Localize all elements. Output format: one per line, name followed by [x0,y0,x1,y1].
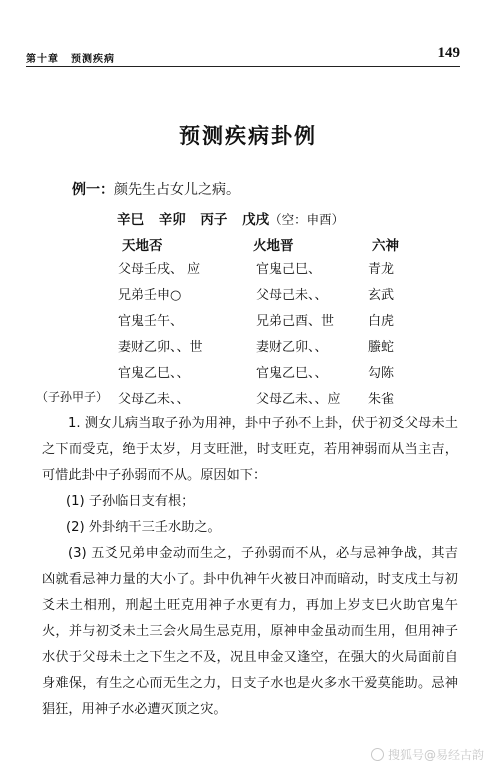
section-title: 预测疾病卦例 [179,124,317,148]
watermark-text: 搜狐号@易经古韵 [387,748,484,762]
gua-fushen: （子孙甲子） [36,390,109,404]
gua-bian-yao: 妻财乙卯、、 [256,340,328,355]
gua-bian-yao: 父母乙未、、应 [256,392,341,407]
gua-header-bian: 火地晋 [253,238,294,254]
gua-row [0,310,496,332]
gua-ben-yao: 官鬼壬午、 [118,314,184,329]
gua-row [0,336,496,358]
body-list-item: (1) 子孙临日支有根； [66,494,195,509]
watermark-icon [371,748,384,761]
example-label: 例一： [72,182,114,198]
gua-header-liushen: 六神 [372,238,399,254]
page-number: 149 [437,45,460,61]
body-list-item: (2) 外卦纳干三壬水助之。 [66,520,221,535]
chapter-title: 预测疾病 [71,54,115,65]
ganzhi-line [117,208,344,228]
ganzhi-day: 丙子 [200,212,228,228]
gua-row [0,284,496,306]
chapter-number: 第十章 [26,54,59,65]
gua-ben-yao: 父母壬戌、 应 [118,262,201,277]
ganzhi-kong: （空：申酉） [269,212,345,227]
gua-bian-yao: 兄弟己酉、世 [256,314,335,329]
gua-bian-yao: 官鬼乙巳、、 [256,366,328,381]
running-head [26,46,460,67]
gua-liushen: 青龙 [368,262,395,277]
gua-liushen: 螣蛇 [368,340,395,355]
gua-ben-yao: 妻财乙卯、、世 [118,340,203,355]
gua-header-ben: 天地否 [122,238,163,254]
gua-row [0,362,496,384]
gua-liushen: 白虎 [368,314,395,329]
ganzhi-month: 辛卯 [158,212,186,228]
gua-liushen: 朱雀 [368,392,395,407]
gua-bian-yao: 官鬼己巳、 [256,262,322,277]
gua-bian-yao: 父母己未、、 [256,288,328,303]
ganzhi-hour: 戊戌 [242,212,270,228]
gua-row [0,258,496,280]
chapter-label [26,50,127,65]
gua-ben-yao: 父母乙未、、 [118,392,190,407]
gua-row [0,388,496,410]
gua-ben-yao: 官鬼乙巳、、 [118,366,190,381]
ganzhi-year: 辛巳 [117,212,144,228]
body-paragraph: (3) 五爻兄弟申金动而生之，子孙弱而不从，必与忌神争战，其吉凶就看忌神力量的大小了。卦中仇神午火被日冲而暗动，时支戌土与初爻未土相刑，刑起土旺克用神子水更有力，再加上岁支巳火助官鬼午火，并与初爻未土三会火局生忌克用，原神申金虽动而生用，但用神子水伏于父母未土之下生之不及，况且申金又逢空，在强大的火局面前自身难保，有生之心而无生之力，日支子水也是火多水干爱莫能助。忌神猖狂，用神子水必遭灭顶之灾。 [42,546,458,717]
gua-liushen: 勾陈 [368,366,395,381]
watermark [371,746,484,763]
example-text: 颜先生占女儿之病。 [114,182,240,198]
gua-ben-yao: 兄弟壬申○ [118,288,182,303]
body-paragraph: 1. 测女儿病当取子孙为用神，卦中子孙不上卦，伏于初爻父母未土之下而受克，绝于太岁，月支旺泄，时支旺克，若用神弱而从当主吉，可惜此卦中子孙弱而不从。原因如下： [42,416,458,483]
gua-liushen: 玄武 [368,288,395,303]
example-heading [72,179,240,199]
